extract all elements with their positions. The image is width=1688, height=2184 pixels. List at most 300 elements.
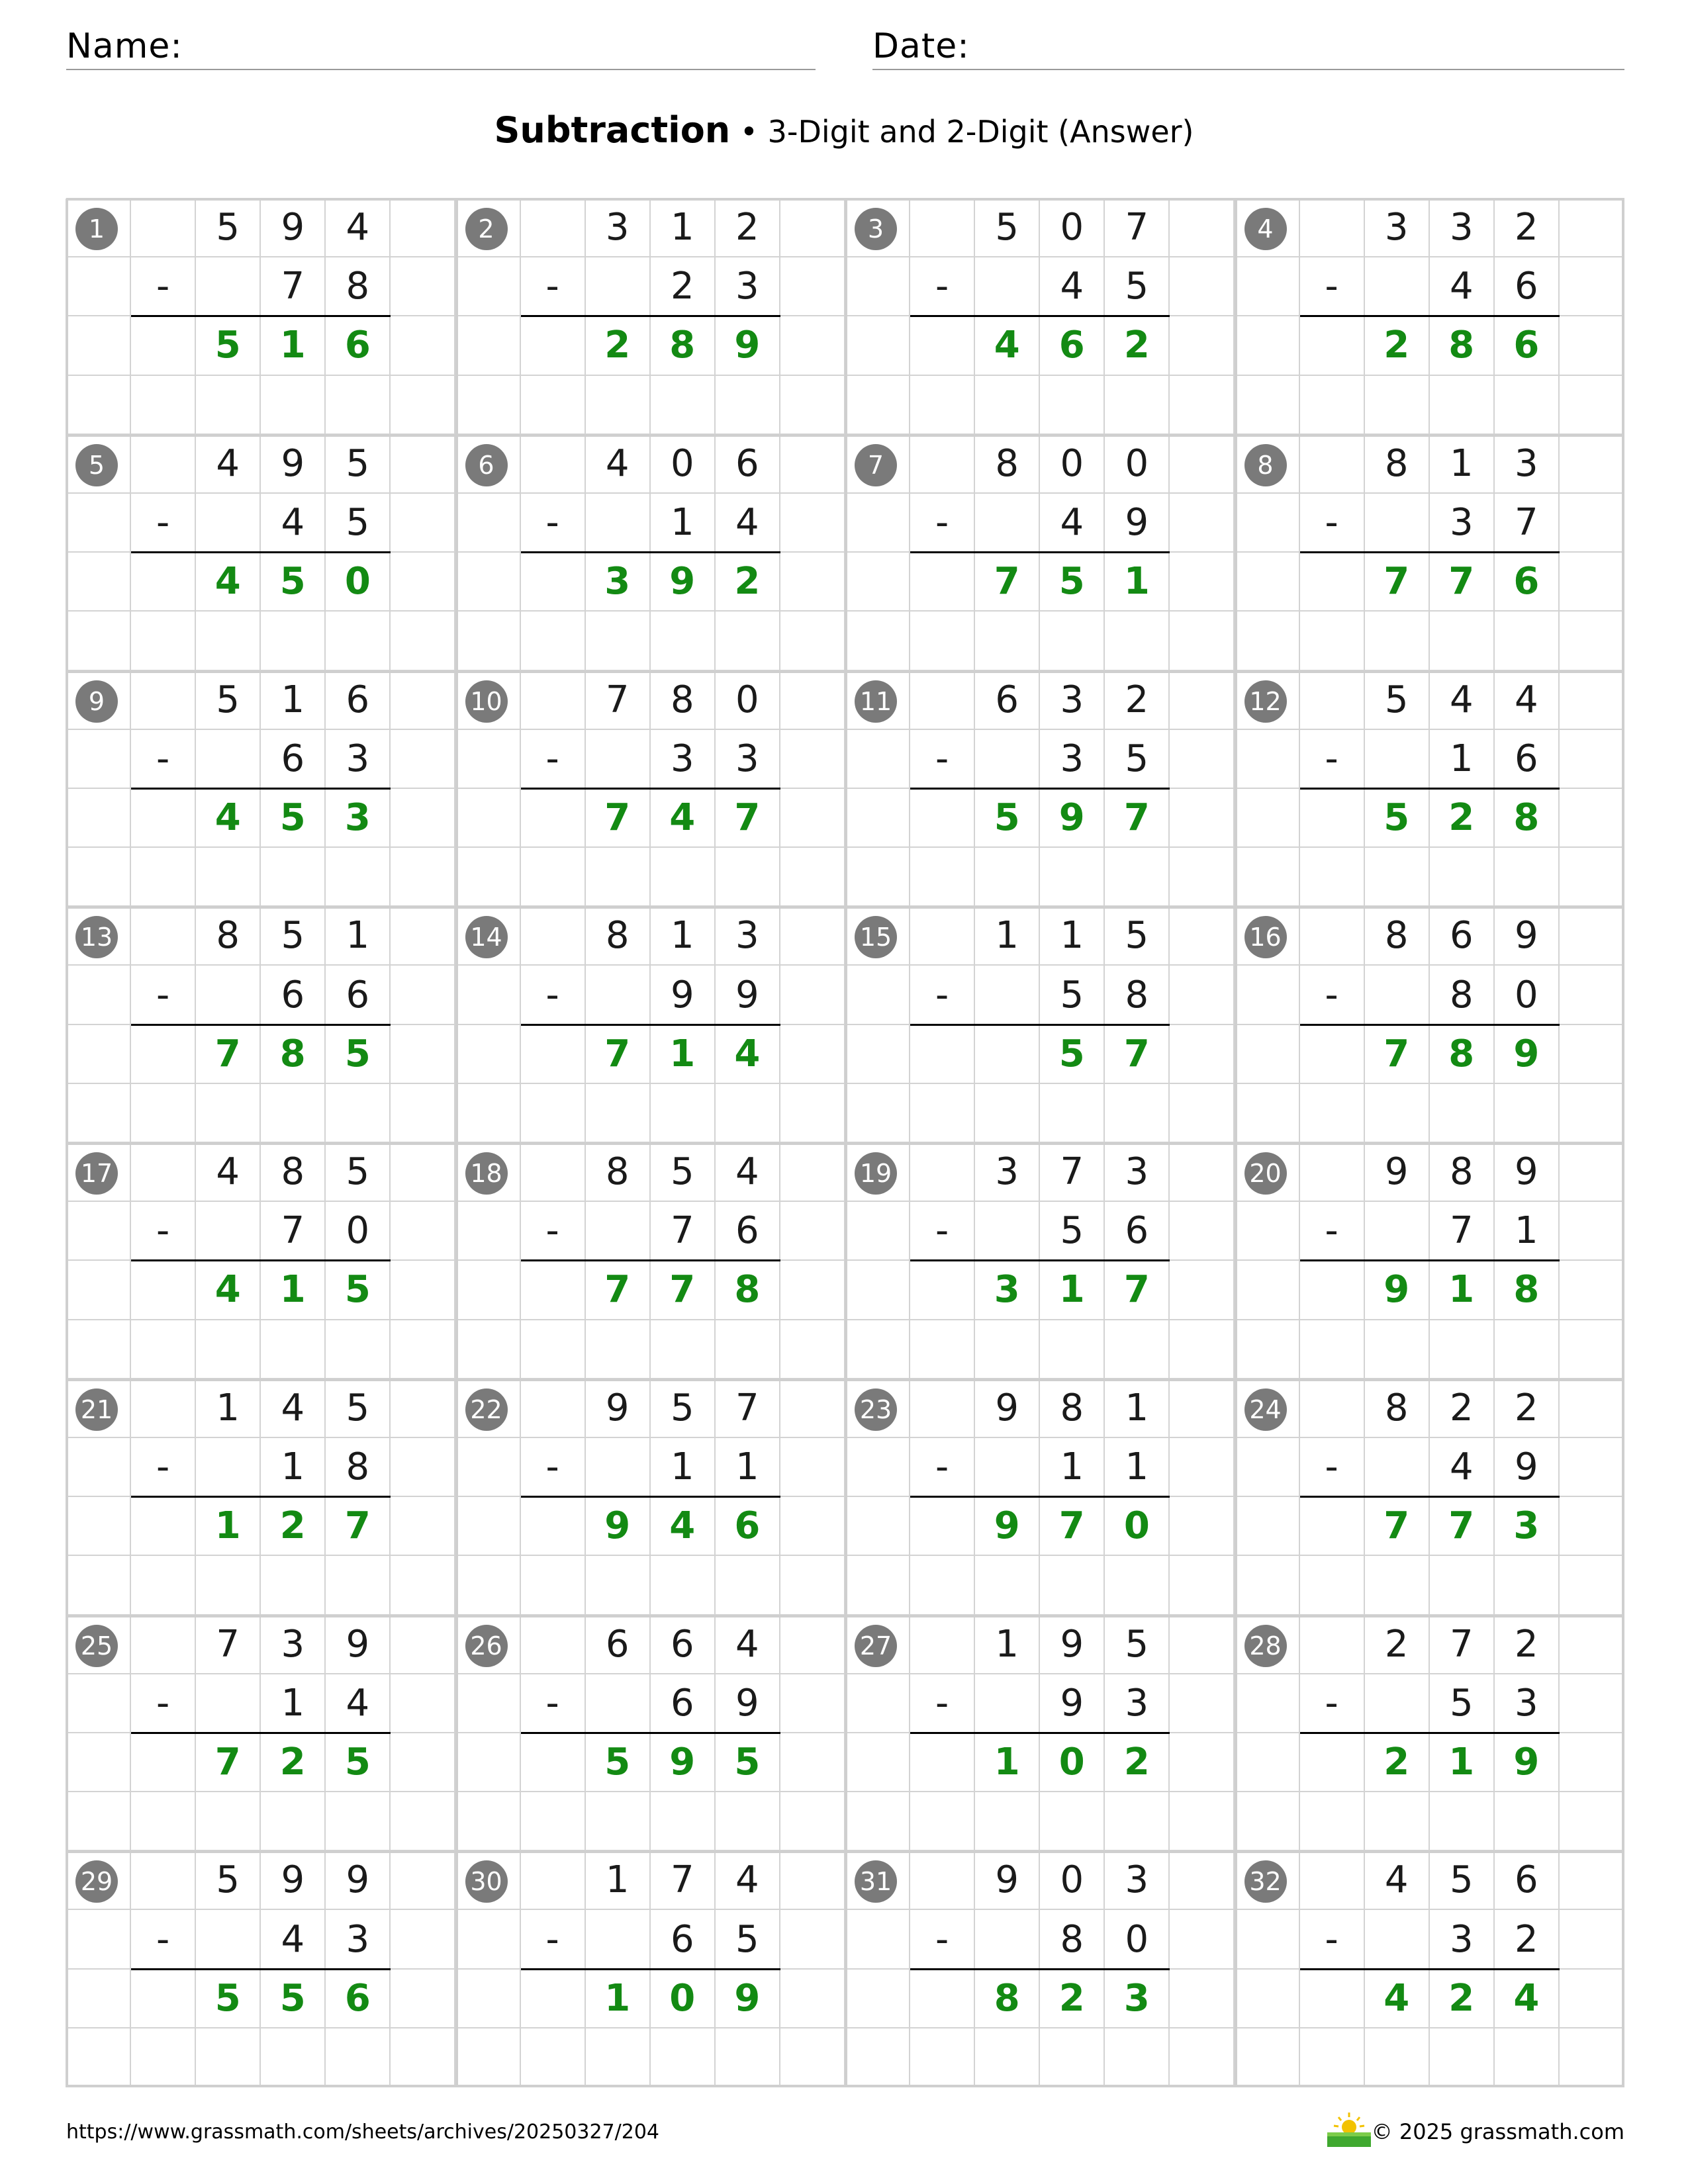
subtrahend-digit: 6 (651, 1674, 716, 1733)
minuend-digit: 8 (196, 907, 261, 966)
grid-cell (1235, 1497, 1300, 1556)
minuend-digit: 9 (1495, 907, 1560, 966)
minuend-digit: 5 (651, 1143, 716, 1202)
grid-cell (391, 435, 455, 494)
grid-cell (261, 1084, 326, 1143)
answer-digit: 2 (1430, 1970, 1495, 2028)
grid-cell (1170, 671, 1235, 730)
subtrahend-digit: 5 (1105, 257, 1170, 316)
grid-cell (1300, 1143, 1365, 1202)
minuend-digit: 9 (326, 1615, 391, 1674)
answer-digit: 7 (1105, 1261, 1170, 1320)
minuend-digit: 5 (261, 907, 326, 966)
grid-cell (1495, 1556, 1560, 1615)
grid-cell (1300, 671, 1365, 730)
subtrahend-digit: 1 (261, 1438, 326, 1497)
minuend-digit: 3 (586, 199, 651, 257)
answer-line (521, 1496, 780, 1498)
minuend-digit: 2 (1495, 1615, 1560, 1674)
grid-cell (521, 1792, 586, 1851)
grid-cell (1105, 612, 1170, 670)
grid-cell (1235, 1025, 1300, 1084)
name-field[interactable] (66, 25, 816, 70)
minuend-digit: 6 (716, 435, 780, 494)
answer-digit: 8 (716, 1261, 780, 1320)
grid-cell (845, 730, 910, 789)
grid-cell (1170, 435, 1235, 494)
grid-cell (1560, 1851, 1624, 1910)
subtrahend-digit: 0 (1105, 1910, 1170, 1969)
problem-7 (845, 435, 1235, 671)
grid-cell (910, 316, 975, 375)
grid-cell (845, 553, 910, 612)
grid-cell (1560, 1615, 1624, 1674)
grid-cell (1170, 848, 1235, 907)
grid-cell (586, 1910, 651, 1969)
minuend-digit: 1 (1430, 435, 1495, 494)
grid-cell (131, 1320, 196, 1379)
minuend-digit: 1 (196, 1379, 261, 1438)
subtrahend-digit: 5 (716, 1910, 780, 1969)
minuend-digit: 5 (651, 1379, 716, 1438)
grid-cell (1365, 1556, 1430, 1615)
subtrahend-digit: 3 (716, 257, 780, 316)
grid-cell (780, 199, 845, 257)
answer-digit: 6 (716, 1497, 780, 1556)
grid-cell (1235, 1438, 1300, 1497)
grid-cell (780, 257, 845, 316)
problem-5 (66, 435, 456, 671)
minuend-digit: 4 (1495, 671, 1560, 730)
grid-cell (1430, 1084, 1495, 1143)
problem-number-badge: 25 (75, 1625, 118, 1667)
grid-cell (391, 730, 455, 789)
minuend-digit: 7 (651, 1851, 716, 1910)
problem-32 (1235, 1851, 1625, 2087)
grid-cell (780, 907, 845, 966)
grid-cell (1105, 376, 1170, 435)
grid-cell (1365, 1202, 1430, 1261)
answer-digit: 9 (651, 553, 716, 612)
grid-cell (66, 376, 131, 435)
answer-line (131, 1968, 391, 1970)
grid-cell (1560, 494, 1624, 553)
grid-cell (131, 1025, 196, 1084)
grid-cell (1170, 1320, 1235, 1379)
grid-cell (845, 1556, 910, 1615)
problem-number-badge: 27 (855, 1625, 897, 1667)
grid-cell (1560, 612, 1624, 670)
grid-cell (66, 1438, 131, 1497)
minuend-digit: 6 (1495, 1851, 1560, 1910)
grid-cell (391, 553, 455, 612)
grid-cell (910, 1261, 975, 1320)
grid-cell (1560, 789, 1624, 848)
answer-digit: 8 (1430, 316, 1495, 375)
subtrahend-digit: 6 (1495, 257, 1560, 316)
grid-cell (261, 1556, 326, 1615)
minus-sign: - (521, 1910, 586, 1969)
grid-cell (1040, 2028, 1105, 2087)
grid-cell (651, 2028, 716, 2087)
grid-cell (66, 1261, 131, 1320)
grid-cell (910, 1970, 975, 2028)
grid-cell (1430, 376, 1495, 435)
answer-digit: 3 (1105, 1970, 1170, 2028)
problem-28 (1235, 1615, 1625, 1852)
grid-cell (66, 612, 131, 670)
grid-cell (651, 376, 716, 435)
grid-cell (586, 1320, 651, 1379)
problem-number-badge: 8 (1244, 444, 1287, 486)
answer-digit: 9 (1495, 1733, 1560, 1792)
grid-cell (586, 848, 651, 907)
answer-digit: 1 (1430, 1733, 1495, 1792)
grid-cell (391, 1084, 455, 1143)
minuend-digit: 3 (975, 1143, 1040, 1202)
grid-cell (975, 2028, 1040, 2087)
problem-number-badge: 3 (855, 208, 897, 250)
subtrahend-digit: 4 (1430, 257, 1495, 316)
grid-cell (521, 1084, 586, 1143)
answer-digit: 2 (586, 316, 651, 375)
grid-cell (1300, 1379, 1365, 1438)
grid-cell (1170, 966, 1235, 1024)
problem-1 (66, 199, 456, 435)
answer-digit: 1 (261, 1261, 326, 1320)
problem-30 (456, 1851, 846, 2087)
grid-cell (975, 1674, 1040, 1733)
grid-cell (1300, 553, 1365, 612)
grid-cell (1560, 1497, 1624, 1556)
answer-digit: 8 (1495, 1261, 1560, 1320)
grid-cell (1170, 1674, 1235, 1733)
answer-line (521, 551, 780, 553)
answer-digit: 7 (1040, 1497, 1105, 1556)
answer-digit: 9 (586, 1497, 651, 1556)
grid-cell (1170, 1970, 1235, 2028)
grid-cell (196, 1438, 261, 1497)
subtrahend-digit: 6 (1105, 1202, 1170, 1261)
date-label: Date: (872, 26, 970, 66)
grid-cell (780, 966, 845, 1024)
answer-digit: 7 (586, 789, 651, 848)
grid-cell (1560, 1143, 1624, 1202)
grid-cell (1300, 316, 1365, 375)
answer-digit: 1 (651, 1025, 716, 1084)
subtrahend-digit: 9 (1105, 494, 1170, 553)
answer-digit: 2 (261, 1497, 326, 1556)
minuend-digit: 8 (586, 907, 651, 966)
grid-cell (1300, 1320, 1365, 1379)
minuend-digit: 3 (716, 907, 780, 966)
subtrahend-digit: 6 (326, 966, 391, 1024)
subtrahend-digit: 4 (716, 494, 780, 553)
grid-cell (66, 966, 131, 1024)
subtrahend-digit: 3 (1105, 1674, 1170, 1733)
answer-digit: 1 (1105, 553, 1170, 612)
answer-digit: 9 (1365, 1261, 1430, 1320)
grid-cell (391, 789, 455, 848)
grid-cell (1560, 907, 1624, 966)
subtrahend-digit: 9 (1495, 1438, 1560, 1497)
subtrahend-digit: 4 (1040, 494, 1105, 553)
grid-cell (910, 1379, 975, 1438)
grid-cell (456, 612, 521, 670)
grid-cell (196, 1320, 261, 1379)
grid-cell (1560, 1438, 1624, 1497)
grid-cell (716, 612, 780, 670)
grid-cell (261, 376, 326, 435)
grid-cell (196, 1202, 261, 1261)
grid-cell (196, 612, 261, 670)
answer-digit: 6 (1495, 553, 1560, 612)
minuend-digit: 3 (1040, 671, 1105, 730)
problem-20 (1235, 1143, 1625, 1379)
grid-cell (1560, 671, 1624, 730)
problem-number-badge: 32 (1244, 1860, 1287, 1903)
answer-line (131, 1732, 391, 1734)
date-field[interactable] (872, 25, 1624, 70)
problem-23 (845, 1379, 1235, 1615)
grid-cell (196, 494, 261, 553)
grid-cell (845, 966, 910, 1024)
grid-cell (975, 730, 1040, 789)
grid-cell (1495, 1320, 1560, 1379)
answer-digit: 5 (586, 1733, 651, 1792)
grid-cell (586, 1438, 651, 1497)
answer-digit: 7 (326, 1497, 391, 1556)
grid-cell (716, 1792, 780, 1851)
answer-digit: 2 (1040, 1970, 1105, 2028)
problem-27 (845, 1615, 1235, 1852)
grid-cell (66, 1320, 131, 1379)
minuend-digit: 1 (1040, 907, 1105, 966)
subtrahend-digit: 1 (1105, 1438, 1170, 1497)
answer-line (521, 1968, 780, 1970)
minuend-digit: 1 (975, 1615, 1040, 1674)
minuend-digit: 9 (975, 1851, 1040, 1910)
minuend-digit: 8 (1365, 907, 1430, 966)
grid-cell (586, 1202, 651, 1261)
grid-cell (456, 730, 521, 789)
grid-divider-horizontal (66, 2085, 1624, 2087)
subtrahend-digit: 9 (1040, 1674, 1105, 1733)
grid-cell (521, 1970, 586, 2028)
grid-cell (975, 1320, 1040, 1379)
minuend-digit: 1 (1105, 1379, 1170, 1438)
grid-cell (910, 612, 975, 670)
grid-cell (1170, 1556, 1235, 1615)
grid-cell (131, 671, 196, 730)
grid-cell (456, 1025, 521, 1084)
grid-cell (196, 1084, 261, 1143)
minus-sign: - (521, 966, 586, 1024)
minuend-digit: 5 (1105, 1615, 1170, 1674)
grid-cell (910, 1025, 975, 1084)
minuend-digit: 5 (196, 199, 261, 257)
grid-cell (131, 789, 196, 848)
subtrahend-digit: 8 (326, 1438, 391, 1497)
grid-cell (391, 1202, 455, 1261)
subtrahend-digit: 7 (261, 257, 326, 316)
grid-cell (131, 1556, 196, 1615)
subtrahend-digit: 5 (326, 494, 391, 553)
minus-sign: - (131, 966, 196, 1024)
grid-divider-horizontal (66, 1615, 1624, 1617)
problem-14 (456, 907, 846, 1143)
grid-cell (456, 1438, 521, 1497)
minus-sign: - (1300, 1438, 1365, 1497)
answer-digit: 4 (1365, 1970, 1430, 2028)
grid-cell (391, 1674, 455, 1733)
minuend-digit: 7 (1105, 199, 1170, 257)
grid-cell (975, 1202, 1040, 1261)
grid-cell (196, 1556, 261, 1615)
grid-cell (910, 907, 975, 966)
grid-cell (1170, 553, 1235, 612)
grid-cell (391, 671, 455, 730)
grid-cell (66, 553, 131, 612)
grid-cell (780, 730, 845, 789)
minuend-digit: 2 (1365, 1615, 1430, 1674)
subtrahend-digit: 4 (326, 1674, 391, 1733)
grid-cell (391, 1261, 455, 1320)
minuend-digit: 2 (1430, 1379, 1495, 1438)
grid-cell (1040, 612, 1105, 670)
grid-cell (780, 1379, 845, 1438)
grid-cell (1430, 2028, 1495, 2087)
problem-21 (66, 1379, 456, 1615)
minus-sign: - (1300, 966, 1365, 1024)
grid-cell (521, 1733, 586, 1792)
answer-digit: 5 (261, 1970, 326, 2028)
minuend-digit: 8 (586, 1143, 651, 1202)
answer-line (1300, 1732, 1560, 1734)
answer-digit: 8 (261, 1025, 326, 1084)
grid-cell (1040, 376, 1105, 435)
subtrahend-digit: 1 (716, 1438, 780, 1497)
subtrahend-digit: 6 (1495, 730, 1560, 789)
grid-cell (780, 1792, 845, 1851)
problem-number-badge: 10 (465, 680, 508, 723)
grid-cell (391, 1379, 455, 1438)
grid-cell (1560, 376, 1624, 435)
grid-cell (586, 966, 651, 1024)
grid-cell (1235, 1733, 1300, 1792)
grid-cell (716, 1556, 780, 1615)
answer-digit: 7 (1105, 789, 1170, 848)
subtrahend-digit: 1 (1495, 1202, 1560, 1261)
grid-cell (975, 1792, 1040, 1851)
problem-number-badge: 18 (465, 1152, 508, 1195)
minus-sign: - (131, 494, 196, 553)
minuend-digit: 8 (975, 435, 1040, 494)
answer-digit: 1 (196, 1497, 261, 1556)
grid-cell (845, 1970, 910, 2028)
answer-digit: 1 (1040, 1261, 1105, 1320)
grid-cell (845, 257, 910, 316)
minuend-digit: 1 (586, 1851, 651, 1910)
grid-cell (1495, 1792, 1560, 1851)
answer-digit: 9 (1495, 1025, 1560, 1084)
answer-line (521, 788, 780, 790)
grid-cell (1235, 966, 1300, 1024)
minus-sign: - (521, 494, 586, 553)
answer-line (910, 1496, 1170, 1498)
subtrahend-digit: 8 (326, 257, 391, 316)
grid-cell (1235, 612, 1300, 670)
minus-sign: - (131, 1674, 196, 1733)
worksheet-title (0, 107, 1688, 155)
grid-cell (1300, 1970, 1365, 2028)
grid-cell (1170, 2028, 1235, 2087)
grid-cell (1235, 316, 1300, 375)
grid-cell (780, 316, 845, 375)
minuend-digit: 9 (586, 1379, 651, 1438)
grid-cell (780, 848, 845, 907)
grid-cell (261, 2028, 326, 2087)
grid-cell (780, 553, 845, 612)
problem-number-badge: 21 (75, 1388, 118, 1431)
answer-digit: 5 (326, 1025, 391, 1084)
grid-cell (975, 494, 1040, 553)
problem-4 (1235, 199, 1625, 435)
grid-cell (586, 1084, 651, 1143)
grid-cell (586, 612, 651, 670)
grid-cell (910, 553, 975, 612)
grid-cell (521, 1143, 586, 1202)
answer-digit: 5 (1040, 1025, 1105, 1084)
answer-digit: 7 (1430, 1497, 1495, 1556)
grid-cell (456, 1970, 521, 2028)
grid-cell (391, 376, 455, 435)
grid-cell (910, 1497, 975, 1556)
grid-cell (1235, 2028, 1300, 2087)
grid-cell (910, 1792, 975, 1851)
grid-cell (586, 1674, 651, 1733)
grid-cell (456, 1084, 521, 1143)
minuend-digit: 4 (586, 435, 651, 494)
name-label: Name: (66, 26, 183, 66)
answer-line (910, 1259, 1170, 1261)
minus-sign: - (521, 1438, 586, 1497)
grid-cell (1170, 494, 1235, 553)
grid-cell (456, 494, 521, 553)
minuend-digit: 5 (326, 1379, 391, 1438)
answer-line (910, 1732, 1170, 1734)
answer-digit: 4 (1495, 1970, 1560, 2028)
answer-digit: 5 (196, 1970, 261, 2028)
grid-cell (651, 1792, 716, 1851)
problem-number-badge: 28 (1244, 1625, 1287, 1667)
problem-19 (845, 1143, 1235, 1379)
grid-cell (975, 612, 1040, 670)
grid-cell (326, 376, 391, 435)
grid-cell (391, 199, 455, 257)
minuend-digit: 5 (1430, 1851, 1495, 1910)
answer-digit: 0 (326, 553, 391, 612)
answer-digit: 1 (1430, 1261, 1495, 1320)
grid-cell (1560, 2028, 1624, 2087)
grid-cell (780, 494, 845, 553)
grid-cell (1300, 789, 1365, 848)
grid-cell (1235, 1792, 1300, 1851)
minuend-digit: 0 (716, 671, 780, 730)
grid-cell (1170, 199, 1235, 257)
grid-cell (780, 1025, 845, 1084)
subtrahend-digit: 7 (1495, 494, 1560, 553)
